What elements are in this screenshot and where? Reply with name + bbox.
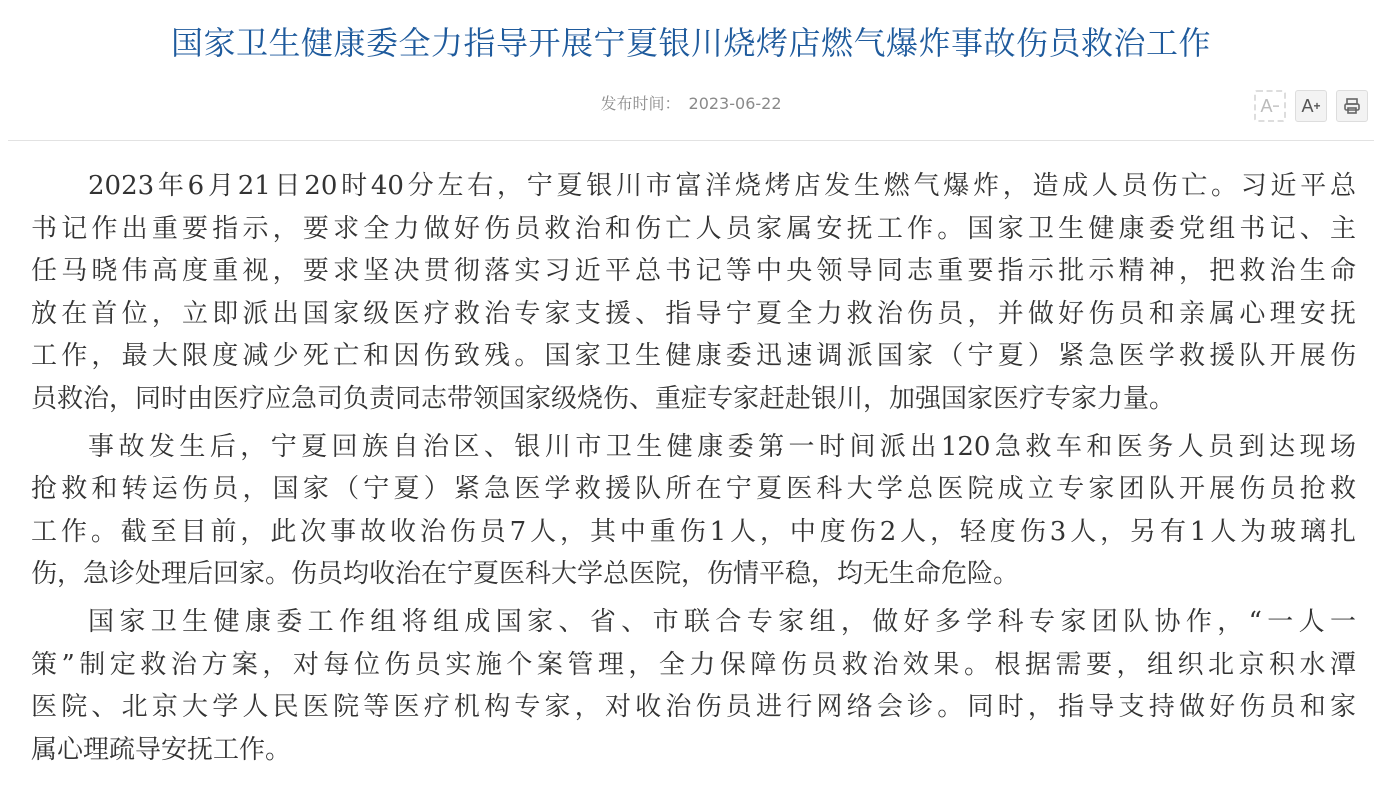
paragraph-line: 伤，急诊处理后回家。伤员均收治在宁夏医科大学总医院，伤情平稳，均无生命危险。 — [31, 559, 1020, 590]
paragraph-line: 医院、北京大学人民医院等医疗机构专家，对收治伤员进行网络会诊。同时，指导支持做好伤员和家 — [31, 692, 1356, 723]
paragraph-line: 任马晓伟高度重视，要求坚决贯彻落实习近平总书记等中央领导同志重要指示批示精神，把救治生命 — [31, 256, 1356, 287]
font-increase-icon: A — [1301, 95, 1314, 116]
paragraph-line: 放在首位，立即派出国家级医疗救治专家支援、指导宁夏全力救治伤员，并做好伤员和亲属心理安抚 — [31, 298, 1356, 329]
paragraph — [31, 165, 1356, 421]
font-decrease-button[interactable]: A − — [1254, 90, 1286, 122]
paragraph-line: 事故发生后，宁夏回族自治区、银川市卫生健康委第一时间派出120急救车和医务人员到达现场 — [88, 431, 1356, 462]
font-increase-button[interactable]: A + — [1295, 90, 1327, 122]
paragraph-line: 策”制定救治方案，对每位伤员实施个案管理，全力保障伤员救治效果。根据需要，组织北京积水潭 — [31, 649, 1356, 680]
publish-info — [0, 91, 1382, 114]
publish-date: 2023-06-22 — [688, 94, 782, 113]
print-icon — [1343, 97, 1361, 115]
paragraph-line: 工作。截至目前，此次事故收治伤员7人，其中重伤1人，中度伤2人，轻度伤3人，另有1人为玻璃扎 — [31, 516, 1356, 547]
font-decrease-icon: A — [1260, 95, 1273, 116]
paragraph — [31, 426, 1356, 596]
paragraph-line: 书记作出重要指示，要求全力做好伤员救治和伤亡人员家属安抚工作。国家卫生健康委党组书记、主 — [31, 213, 1356, 244]
paragraph-line: 属心理疏导安抚工作。 — [31, 734, 292, 765]
paragraph — [31, 601, 1356, 771]
paragraph-line: 工作，最大限度减少死亡和因伤致残。国家卫生健康委迅速调派国家（宁夏）紧急医学救援队开展伤 — [31, 341, 1356, 372]
divider — [8, 140, 1374, 141]
article-title: 国家卫生健康委全力指导开展宁夏银川烧烤店燃气爆炸事故伤员救治工作 — [170, 24, 1211, 62]
print-button[interactable] — [1336, 90, 1368, 122]
paragraph-line: 抢救和转运伤员，国家（宁夏）紧急医学救援队所在宁夏医科大学总医院成立专家团队开展伤员抢救 — [31, 474, 1356, 505]
paragraph-line: 国家卫生健康委工作组将组成国家、省、市联合专家组，做好多学科专家团队协作，“一人一 — [88, 606, 1356, 637]
article-body — [31, 165, 1356, 776]
article-tools — [1254, 90, 1368, 122]
publish-label: 发布时间： — [600, 94, 681, 113]
paragraph-line: 员救治，同时由医疗应急司负责同志带领国家级烧伤、重症专家赶赴银川，加强国家医疗专家力量。 — [31, 383, 1176, 414]
paragraph-line: 2023年6月21日20时40分左右，宁夏银川市富洋烧烤店发生燃气爆炸，造成人员伤亡。习近平总 — [88, 171, 1356, 201]
